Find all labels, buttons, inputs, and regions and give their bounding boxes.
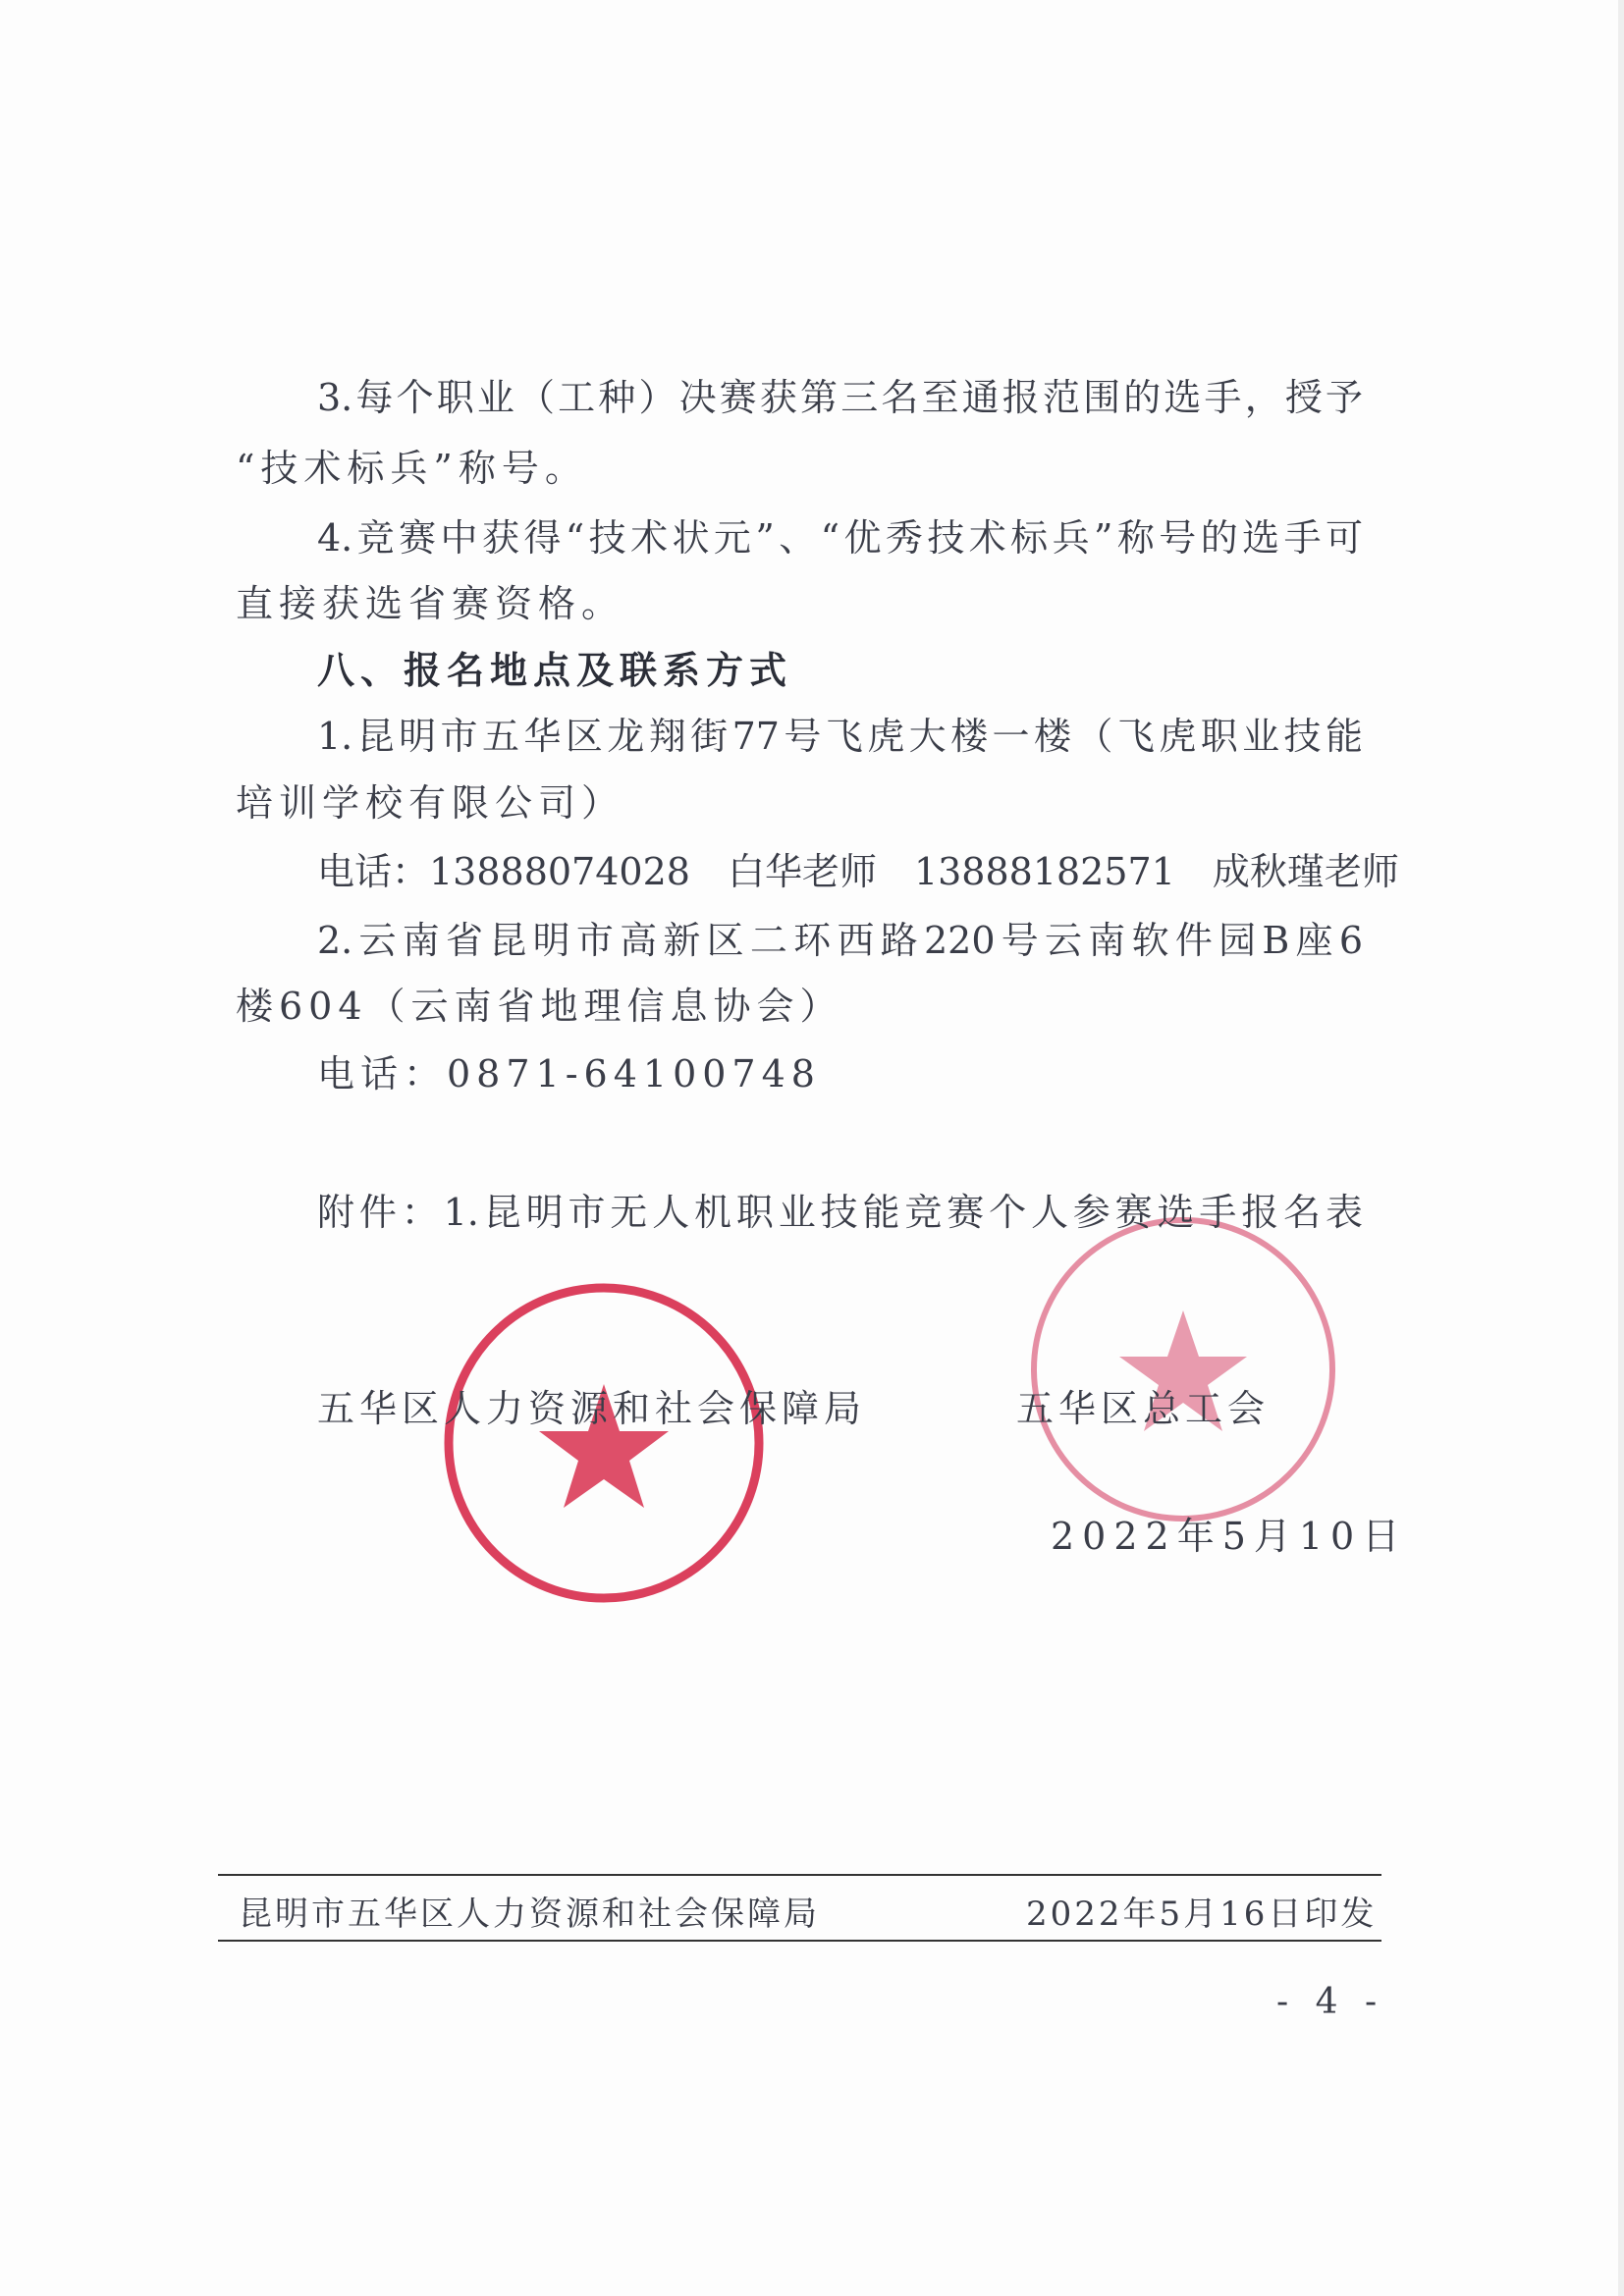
footer-issuer: 昆明市五华区人力资源和社会保障局	[239, 1895, 820, 1934]
body-line: 直接获选省赛资格。	[236, 582, 625, 625]
body-line: “技术标兵”称号。	[236, 447, 588, 490]
body-line: 楼604（云南省地理信息协会）	[236, 985, 843, 1028]
body-line: 1.昆明市五华区龙翔街77号飞虎大楼一楼（飞虎职业技能	[317, 715, 1363, 758]
phone-line: 电话：13888074028 白华老师 13888182571 成秋瑾老师	[317, 850, 1399, 893]
section-heading: 八、报名地点及联系方式	[317, 648, 793, 692]
footer-print-date: 2022年5月16日印发	[1026, 1895, 1378, 1934]
issue-date: 2022年5月10日	[1051, 1515, 1408, 1558]
signer-right: 五华区总工会	[1016, 1387, 1271, 1430]
footer-top-rule	[218, 1874, 1381, 1876]
phone-line: 电话：0871-64100748	[317, 1052, 821, 1095]
left-official-seal	[437, 1276, 771, 1610]
scan-edge	[1618, 0, 1624, 2296]
right-official-seal	[1021, 1207, 1345, 1531]
body-line: 培训学校有限公司）	[236, 781, 625, 825]
attachment-line: 附件：1.昆明市无人机职业技能竞赛个人参赛选手报名表	[317, 1191, 1363, 1234]
signer-left: 五华区人力资源和社会保障局	[317, 1387, 867, 1430]
page-number: - 4 -	[1276, 1982, 1385, 2022]
footer-bottom-rule	[218, 1940, 1381, 1942]
body-line: 2.云南省昆明市高新区二环西路220号云南软件园B座6	[317, 919, 1363, 962]
body-line: 3.每个职业（工种）决赛获第三名至通报范围的选手，授予	[317, 376, 1363, 419]
body-line: 4.竞赛中获得“技术状元”、“优秀技术标兵”称号的选手可	[317, 516, 1363, 560]
